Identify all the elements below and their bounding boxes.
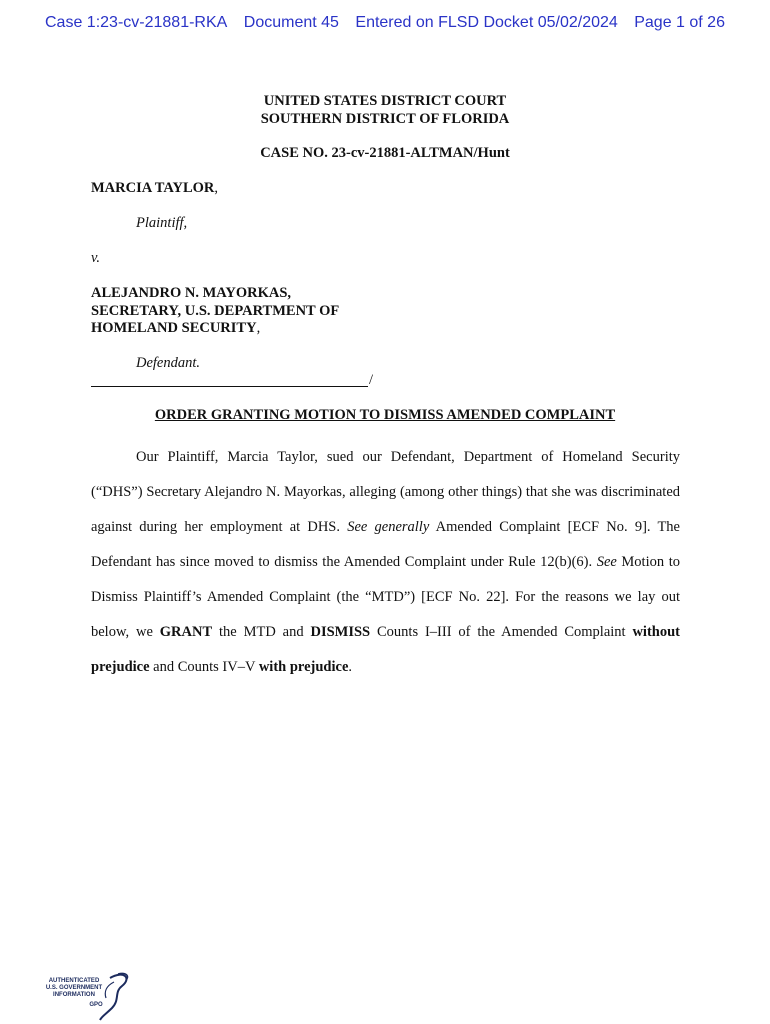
seal-text-information: INFORMATION [53,992,95,998]
seal-text-authenticated: AUTHENTICATED [48,978,100,984]
docket-page-count: Page 1 of 26 [634,14,725,31]
defendant-line-2: SECRETARY, U.S. DEPARTMENT OF [91,302,340,319]
defendant-line-3: HOMELAND SECURITY [91,320,257,336]
body-text-2: Amended Complaint [ECF No. 9]. The Defendant has since moved to dismiss the Amended Complaint under Rule 12(b)(6). [91,519,680,570]
eagle-icon [100,975,126,1020]
plaintiff-role: Plaintiff, [136,215,188,231]
defendant-comma: , [256,320,261,336]
case-number: CASE NO. 23-cv-21881-ALTMAN/Hunt [260,145,510,161]
body-text-1: Our Plaintiff, Marcia Taylor, sued our Defendant, Department of Homeland Security (“DHS”) Secretary Alejandro N. Mayorkas, alleging (among other things) that she was discriminated against during her employment at DHS. [91,449,680,535]
docket-case-number: Case 1:23-cv-21881-RKA [45,14,228,31]
seal-text-gpo: GPO [89,1002,103,1008]
plaintiff-name-line [91,180,218,197]
court-district: SOUTHERN DISTRICT OF FLORIDA [260,110,510,127]
defendant-name-block [91,285,339,338]
plaintiff-comma: , [214,180,219,196]
with-prejudice-emphasis: with prejudice [258,659,349,675]
docket-document-number: Document 45 [243,14,339,31]
plaintiff-name: MARCIA TAYLOR [91,180,215,196]
order-title: ORDER GRANTING MOTION TO DISMISS AMENDED COMPLAINT [154,407,616,423]
defendant-line-1: ALEJANDRO N. MAYORKAS, [91,285,292,301]
court-name: UNITED STATES DISTRICT COURT [263,93,507,109]
caption-slash: / [369,372,374,388]
seal-text-government: U.S. GOVERNMENT [45,985,103,991]
body-text-3: Motion to Dismiss Plaintiff’s Amended Complaint (the “MTD”) [ECF No. 22]. For the reasons we lay out below, we [91,554,680,640]
versus: v. [91,250,100,266]
docket-entered-date: Entered on FLSD Docket 05/02/2024 [355,14,618,31]
citation-signal-see-generally: See generally [347,519,430,535]
body-text-7: . [348,659,353,675]
body-paragraph [91,440,680,685]
gpo-authentication-seal [40,968,140,1022]
body-text-4: the MTD and [212,624,311,640]
citation-signal-see: See [596,554,617,570]
dismiss-emphasis: DISMISS [310,624,371,640]
grant-emphasis: GRANT [159,624,213,640]
without-prejudice-emphasis: without prejudice [91,624,680,675]
defendant-line-3-wrap [91,320,339,338]
defendant-role: Defendant. [136,355,201,371]
body-text-5: Counts I–III of the Amended Complaint [370,624,633,640]
eagle-wing-icon [105,982,114,998]
docket-header [0,14,770,32]
body-text-6: and Counts IV–V [149,659,259,675]
caption-divider [91,386,368,387]
court-heading [0,93,770,128]
